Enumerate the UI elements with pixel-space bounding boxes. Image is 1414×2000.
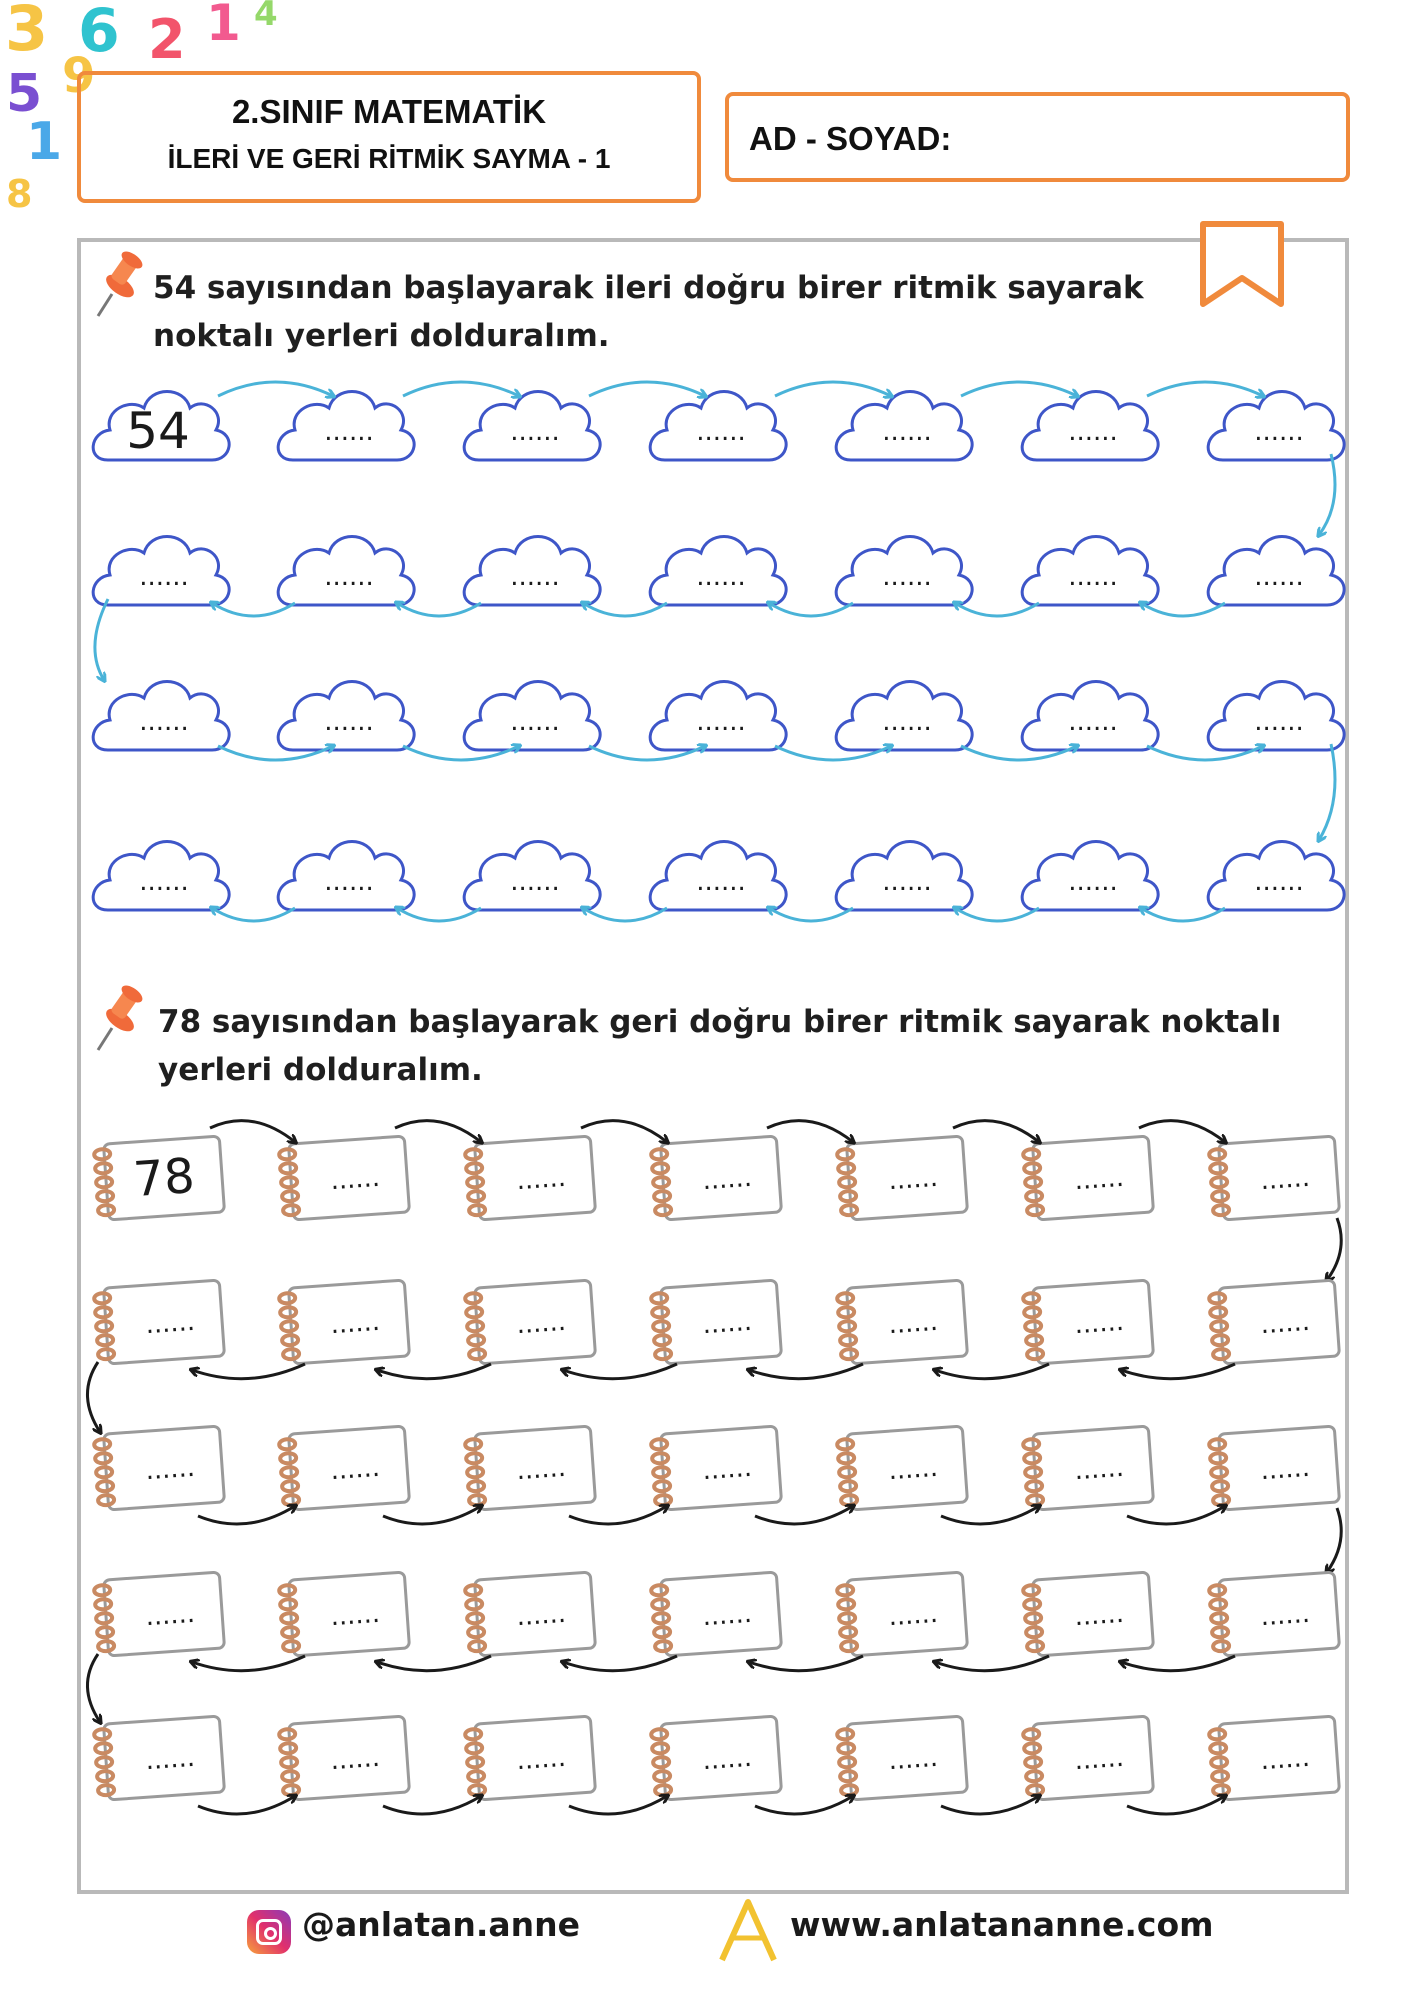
deco-digit: 1	[26, 112, 63, 172]
instruction-line: 54 sayısından başlayarak ileri doğru birer ritmik sayarak	[153, 270, 1144, 306]
notepad-sequence	[87, 1121, 1341, 1814]
cloud-box[interactable]	[278, 682, 414, 751]
blank-slot[interactable]: ......	[329, 1306, 381, 1341]
blank-slot[interactable]: ......	[1073, 1306, 1125, 1341]
worksheet-subtitle: İLERİ VE GERİ RİTMİK SAYMA - 1	[167, 143, 611, 174]
cloud-box[interactable]	[278, 842, 414, 911]
notepad-box[interactable]	[1209, 1136, 1340, 1221]
arrow-left	[1141, 908, 1225, 921]
arrow-left	[769, 908, 853, 921]
arrow-left	[212, 603, 295, 616]
cloud-box[interactable]	[836, 392, 972, 461]
arrow-right	[210, 1121, 295, 1142]
arrow-left	[563, 1656, 677, 1671]
notepad-box[interactable]	[465, 1280, 596, 1365]
blank-slot[interactable]: ......	[510, 417, 560, 447]
blank-slot[interactable]: ......	[329, 1598, 381, 1633]
notepad-box[interactable]	[465, 1136, 596, 1221]
blank-slot[interactable]: ......	[144, 1306, 196, 1341]
blank-slot[interactable]: ......	[882, 707, 932, 737]
blank-slot[interactable]: ......	[696, 417, 746, 447]
notepad-box[interactable]	[1023, 1572, 1154, 1657]
arrow-left	[583, 603, 667, 616]
name-label: AD - SOYAD:	[749, 120, 952, 157]
notepad-box[interactable]	[1023, 1280, 1154, 1365]
blank-slot[interactable]: ......	[1068, 417, 1118, 447]
blank-slot[interactable]: ......	[515, 1598, 567, 1633]
notepad-box[interactable]	[279, 1136, 410, 1221]
deco-digit: 3	[5, 0, 49, 65]
blank-slot[interactable]: ......	[1254, 417, 1304, 447]
arrow-left	[583, 908, 667, 921]
notepad-box[interactable]	[837, 1572, 968, 1657]
cloud-box[interactable]	[93, 682, 229, 751]
notepad-box[interactable]	[279, 1280, 410, 1365]
notepad-box[interactable]	[837, 1136, 968, 1221]
arrow-right	[961, 382, 1077, 396]
arrow-right	[755, 1506, 853, 1524]
blank-slot[interactable]: ......	[139, 562, 189, 592]
notepad-box[interactable]	[651, 1280, 782, 1365]
arrow-right	[941, 1506, 1039, 1524]
arrow-down	[1319, 454, 1335, 535]
notepad-box[interactable]	[94, 1716, 225, 1801]
blank-slot[interactable]: ......	[1068, 707, 1118, 737]
notepad-box[interactable]	[94, 1572, 225, 1657]
arrow-right	[589, 382, 705, 396]
arrow-left	[563, 1364, 677, 1379]
cloud-box[interactable]	[1022, 537, 1158, 606]
brand-logo-icon	[716, 1898, 780, 1964]
blank-slot[interactable]: ......	[887, 1598, 939, 1633]
arrow-left	[192, 1364, 305, 1379]
blank-slot[interactable]: ......	[887, 1452, 939, 1487]
cloud-box[interactable]	[278, 537, 414, 606]
deco-digit: 1	[206, 0, 241, 52]
arrow-right	[569, 1796, 667, 1814]
cloud-box[interactable]	[650, 392, 786, 461]
notepad-box[interactable]	[651, 1426, 782, 1511]
blank-slot[interactable]: ......	[1259, 1162, 1311, 1197]
blank-slot[interactable]: ......	[139, 867, 189, 897]
blank-slot[interactable]: ......	[1259, 1452, 1311, 1487]
instruction-line: yerleri dolduralım.	[158, 1052, 483, 1088]
cloud-box[interactable]	[464, 537, 600, 606]
arrow-left	[397, 603, 481, 616]
cloud-box[interactable]	[1022, 682, 1158, 751]
arrow-left	[935, 1364, 1049, 1379]
cloud-box[interactable]	[464, 392, 600, 461]
arrow-left	[397, 908, 481, 921]
notepad-box[interactable]	[837, 1426, 968, 1511]
notepad-box[interactable]	[651, 1136, 782, 1221]
instruction-line: 78 sayısından başlayarak geri doğru birer ritmik sayarak noktalı	[158, 1004, 1282, 1040]
deco-digit: 8	[6, 172, 33, 216]
blank-slot[interactable]: ......	[329, 1452, 381, 1487]
blank-slot[interactable]: ......	[144, 1598, 196, 1633]
blank-slot[interactable]: ......	[1254, 562, 1304, 592]
start-value: 78	[131, 1147, 197, 1209]
arrow-left	[377, 1656, 491, 1671]
blank-slot[interactable]: ......	[887, 1742, 939, 1777]
cloud-box[interactable]	[650, 682, 786, 751]
arrow-right	[395, 1121, 481, 1142]
arrow-left	[955, 603, 1039, 616]
arrow-right	[1127, 1506, 1225, 1524]
cloud-box[interactable]	[1208, 842, 1344, 911]
blank-slot[interactable]: ......	[887, 1162, 939, 1197]
blank-slot[interactable]: ......	[701, 1162, 753, 1197]
blank-slot[interactable]: ......	[701, 1452, 753, 1487]
arrow-left	[1141, 603, 1225, 616]
blank-slot[interactable]: ......	[1259, 1742, 1311, 1777]
arrow-down	[1319, 744, 1335, 840]
arrow-down	[1327, 1218, 1341, 1280]
notepad-box[interactable]	[651, 1572, 782, 1657]
blank-slot[interactable]: ......	[701, 1742, 753, 1777]
cloud-box[interactable]	[1208, 392, 1344, 461]
blank-slot[interactable]: ......	[515, 1162, 567, 1197]
cloud-box[interactable]	[1022, 392, 1158, 461]
blank-slot[interactable]: ......	[324, 867, 374, 897]
notepad-box[interactable]	[1209, 1280, 1340, 1365]
instruction-line: noktalı yerleri dolduralım.	[153, 318, 610, 354]
deco-digit: 2	[148, 8, 186, 71]
cloud-box[interactable]	[650, 842, 786, 911]
cloud-box[interactable]	[278, 392, 414, 461]
arrow-left	[769, 603, 853, 616]
notepad-box[interactable]	[279, 1716, 410, 1801]
blank-slot[interactable]: ......	[1259, 1598, 1311, 1633]
notepad-box[interactable]	[651, 1716, 782, 1801]
notepad-box[interactable]	[465, 1572, 596, 1657]
blank-slot[interactable]: ......	[324, 417, 374, 447]
arrow-left	[1121, 1364, 1235, 1379]
arrow-right	[755, 1796, 853, 1814]
cloud-box[interactable]	[836, 842, 972, 911]
cloud-box[interactable]	[93, 842, 229, 911]
instagram-icon	[247, 1910, 291, 1954]
arrow-right	[383, 1796, 481, 1814]
blank-slot[interactable]: ......	[515, 1452, 567, 1487]
blank-slot[interactable]: ......	[510, 707, 560, 737]
notepad-box[interactable]	[465, 1716, 596, 1801]
arrow-right	[775, 382, 891, 396]
blank-slot[interactable]: ......	[324, 562, 374, 592]
notepad-box[interactable]	[1023, 1136, 1154, 1221]
blank-slot[interactable]: ......	[1254, 867, 1304, 897]
cloud-box[interactable]	[1208, 682, 1344, 751]
deco-digit: 4	[254, 0, 278, 34]
arrow-down	[1327, 1508, 1341, 1572]
blank-slot[interactable]: ......	[882, 562, 932, 592]
arrow-right	[953, 1121, 1039, 1142]
instagram-handle[interactable]: @anlatan.anne	[302, 1905, 581, 1944]
notepad-box[interactable]	[279, 1426, 410, 1511]
arrow-right	[403, 382, 519, 396]
notepad-box[interactable]	[279, 1572, 410, 1657]
cloud-box[interactable]	[464, 682, 600, 751]
arrow-right	[1147, 382, 1263, 396]
arrow-right	[569, 1506, 667, 1524]
arrow-right	[383, 1506, 481, 1524]
cloud-box[interactable]	[836, 537, 972, 606]
notepad-box[interactable]	[1023, 1716, 1154, 1801]
cloud-box[interactable]	[1208, 537, 1344, 606]
notepad-box[interactable]	[837, 1716, 968, 1801]
cloud-box[interactable]	[650, 537, 786, 606]
blank-slot[interactable]: ......	[1068, 867, 1118, 897]
arrow-down	[87, 1362, 100, 1432]
arrow-right	[1127, 1796, 1225, 1814]
notepad-box[interactable]	[94, 1280, 225, 1365]
deco-digit: 9	[62, 48, 96, 104]
arrow-left	[377, 1364, 491, 1379]
notepad-box[interactable]	[465, 1426, 596, 1511]
blank-slot[interactable]: ......	[701, 1598, 753, 1633]
arrow-left	[212, 908, 295, 921]
blank-slot[interactable]: ......	[144, 1452, 196, 1487]
cloud-box[interactable]	[464, 842, 600, 911]
notepad-box[interactable]	[837, 1280, 968, 1365]
website-link[interactable]: www.anlatananne.com	[790, 1905, 1214, 1944]
blank-slot[interactable]: ......	[515, 1306, 567, 1341]
arrow-left	[192, 1656, 305, 1671]
notepad-box[interactable]	[1209, 1716, 1340, 1801]
blank-slot[interactable]: ......	[696, 562, 746, 592]
cloud-box[interactable]	[93, 392, 229, 461]
blank-slot[interactable]: ......	[1068, 562, 1118, 592]
deco-digit: 6	[78, 0, 120, 66]
arrow-right	[767, 1121, 853, 1142]
cloud-box[interactable]	[836, 682, 972, 751]
blank-slot[interactable]: ......	[510, 867, 560, 897]
arrow-left	[935, 1656, 1049, 1671]
arrow-left	[1121, 1656, 1235, 1671]
blank-slot[interactable]: ......	[510, 562, 560, 592]
start-value: 54	[126, 402, 190, 460]
arrow-right	[581, 1121, 667, 1142]
blank-slot[interactable]: ......	[882, 417, 932, 447]
notepad-box[interactable]	[94, 1136, 225, 1221]
arrow-right	[218, 382, 333, 396]
blank-slot[interactable]: ......	[515, 1742, 567, 1777]
blank-slot[interactable]: ......	[329, 1742, 381, 1777]
cloud-box[interactable]	[1022, 842, 1158, 911]
blank-slot[interactable]: ......	[696, 867, 746, 897]
arrow-right	[1139, 1121, 1225, 1142]
blank-slot[interactable]: ......	[329, 1162, 381, 1197]
blank-slot[interactable]: ......	[1073, 1452, 1125, 1487]
worksheet-title: 2.SINIF MATEMATİK	[231, 93, 547, 130]
notepad-box[interactable]	[1209, 1572, 1340, 1657]
arrow-down	[95, 599, 108, 680]
cloud-sequence	[93, 382, 1344, 921]
notepad-box[interactable]	[1023, 1426, 1154, 1511]
cloud-box[interactable]	[93, 537, 229, 606]
blank-slot[interactable]: ......	[701, 1306, 753, 1341]
arrow-right	[198, 1506, 295, 1524]
arrow-right	[198, 1796, 295, 1814]
arrow-left	[749, 1364, 863, 1379]
arrow-right	[941, 1796, 1039, 1814]
blank-slot[interactable]: ......	[1259, 1306, 1311, 1341]
blank-slot[interactable]: ......	[1073, 1742, 1125, 1777]
blank-slot[interactable]: ......	[1073, 1598, 1125, 1633]
deco-digit: 5	[6, 64, 43, 124]
blank-slot[interactable]: ......	[1254, 707, 1304, 737]
arrow-left	[749, 1656, 863, 1671]
blank-slot[interactable]: ......	[882, 867, 932, 897]
blank-slot[interactable]: ......	[887, 1306, 939, 1341]
arrow-left	[955, 908, 1039, 921]
notepad-box[interactable]	[94, 1426, 225, 1511]
blank-slot[interactable]: ......	[139, 707, 189, 737]
arrow-down	[87, 1654, 100, 1722]
notepad-box[interactable]	[1209, 1426, 1340, 1511]
blank-slot[interactable]: ......	[144, 1742, 196, 1777]
blank-slot[interactable]: ......	[696, 707, 746, 737]
blank-slot[interactable]: ......	[324, 707, 374, 737]
blank-slot[interactable]: ......	[1073, 1162, 1125, 1197]
